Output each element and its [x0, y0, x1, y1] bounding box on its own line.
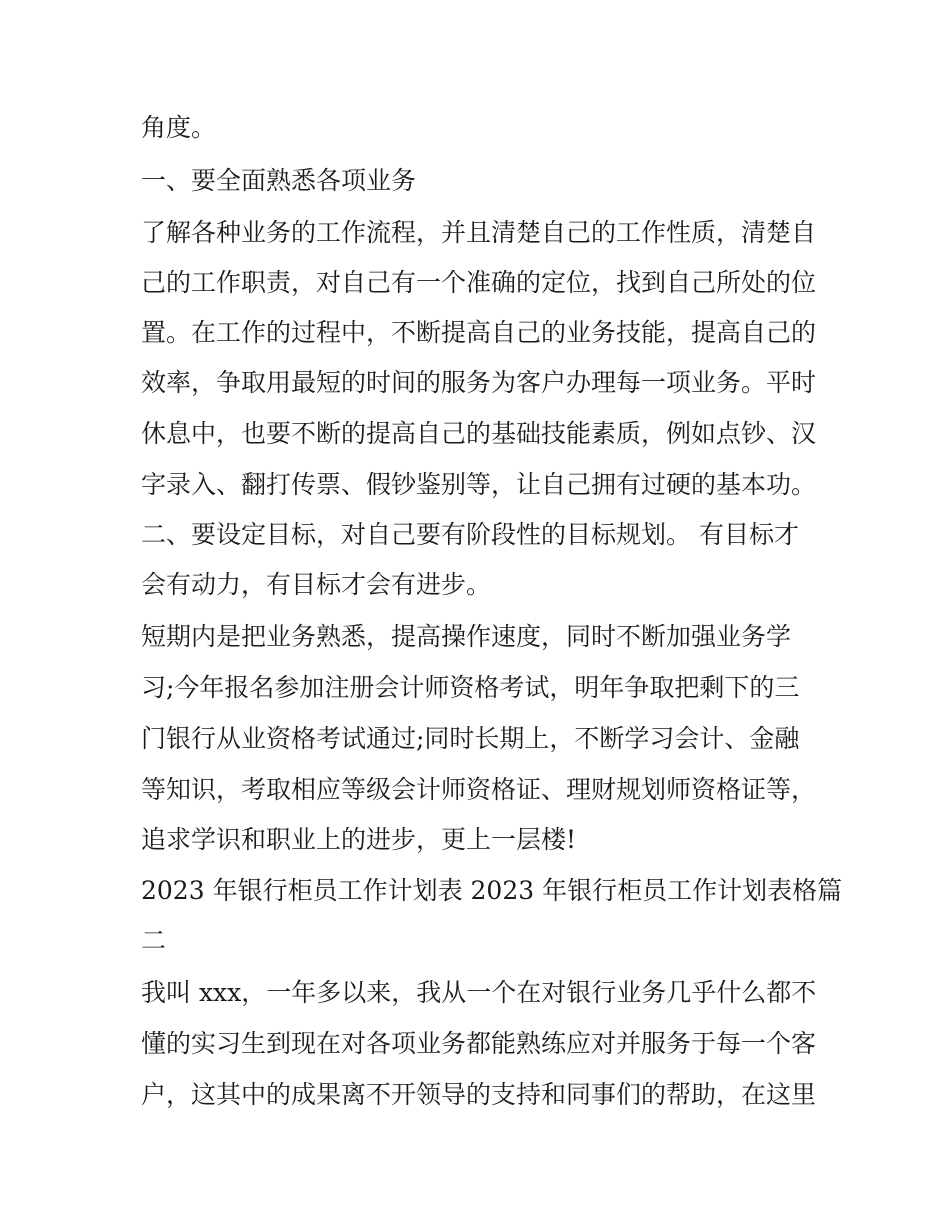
text-line: 字录入、翻打传票、假钞鉴别等，让自己拥有过硬的基本功。 — [141, 470, 817, 499]
document-title-line: 2023 年银行柜员工作计划表 2023 年银行柜员工作计划表格篇 — [141, 876, 843, 905]
text-line: 角度。 — [141, 113, 217, 142]
text-line: 追求学识和职业上的进步，更上一层楼! — [141, 825, 577, 854]
text-line: 懂的实习生到现在对各项业务都能熟练应对并服务于每一个客 — [141, 1029, 817, 1058]
text-line: 了解各种业务的工作流程，并且清楚自己的工作性质，清楚自 — [141, 218, 817, 247]
text-line: 己的工作职责，对自己有一个准确的定位，找到自己所处的位 — [141, 268, 817, 297]
text-line: 门银行从业资格考试通过;同时长期上，不断学习会计、金融 — [141, 724, 800, 753]
text-line: 置。在工作的过程中，不断提高自己的业务技能，提高自己的 — [141, 318, 817, 347]
section-heading: 一、要全面熟悉各项业务 — [141, 166, 417, 195]
text-line: 效率，争取用最短的时间的服务为客户办理每一项业务。平时 — [141, 368, 817, 397]
text-line: 我叫 xxx，一年多以来，我从一个在对银行业务几乎什么都不 — [141, 978, 817, 1007]
text-line: 户，这其中的成果离不开领导的支持和同事们的帮助，在这里 — [141, 1080, 817, 1109]
text-line: 短期内是把业务熟悉，提高操作速度，同时不断加强业务学 — [141, 622, 792, 651]
document-title-line: 二 — [141, 926, 167, 955]
text-line: 等知识，考取相应等级会计师资格证、理财规划师资格证等， — [141, 775, 817, 804]
text-line: 习;今年报名参加注册会计师资格考试，明年争取把剩下的三 — [141, 673, 800, 702]
section-heading: 二、要设定目标，对自己要有阶段性的目标规划。 有目标才 — [141, 520, 799, 549]
text-line: 会有动力，有目标才会有进步。 — [141, 570, 492, 599]
text-line: 休息中，也要不断的提高自己的基础技能素质，例如点钞、汉 — [141, 419, 817, 448]
